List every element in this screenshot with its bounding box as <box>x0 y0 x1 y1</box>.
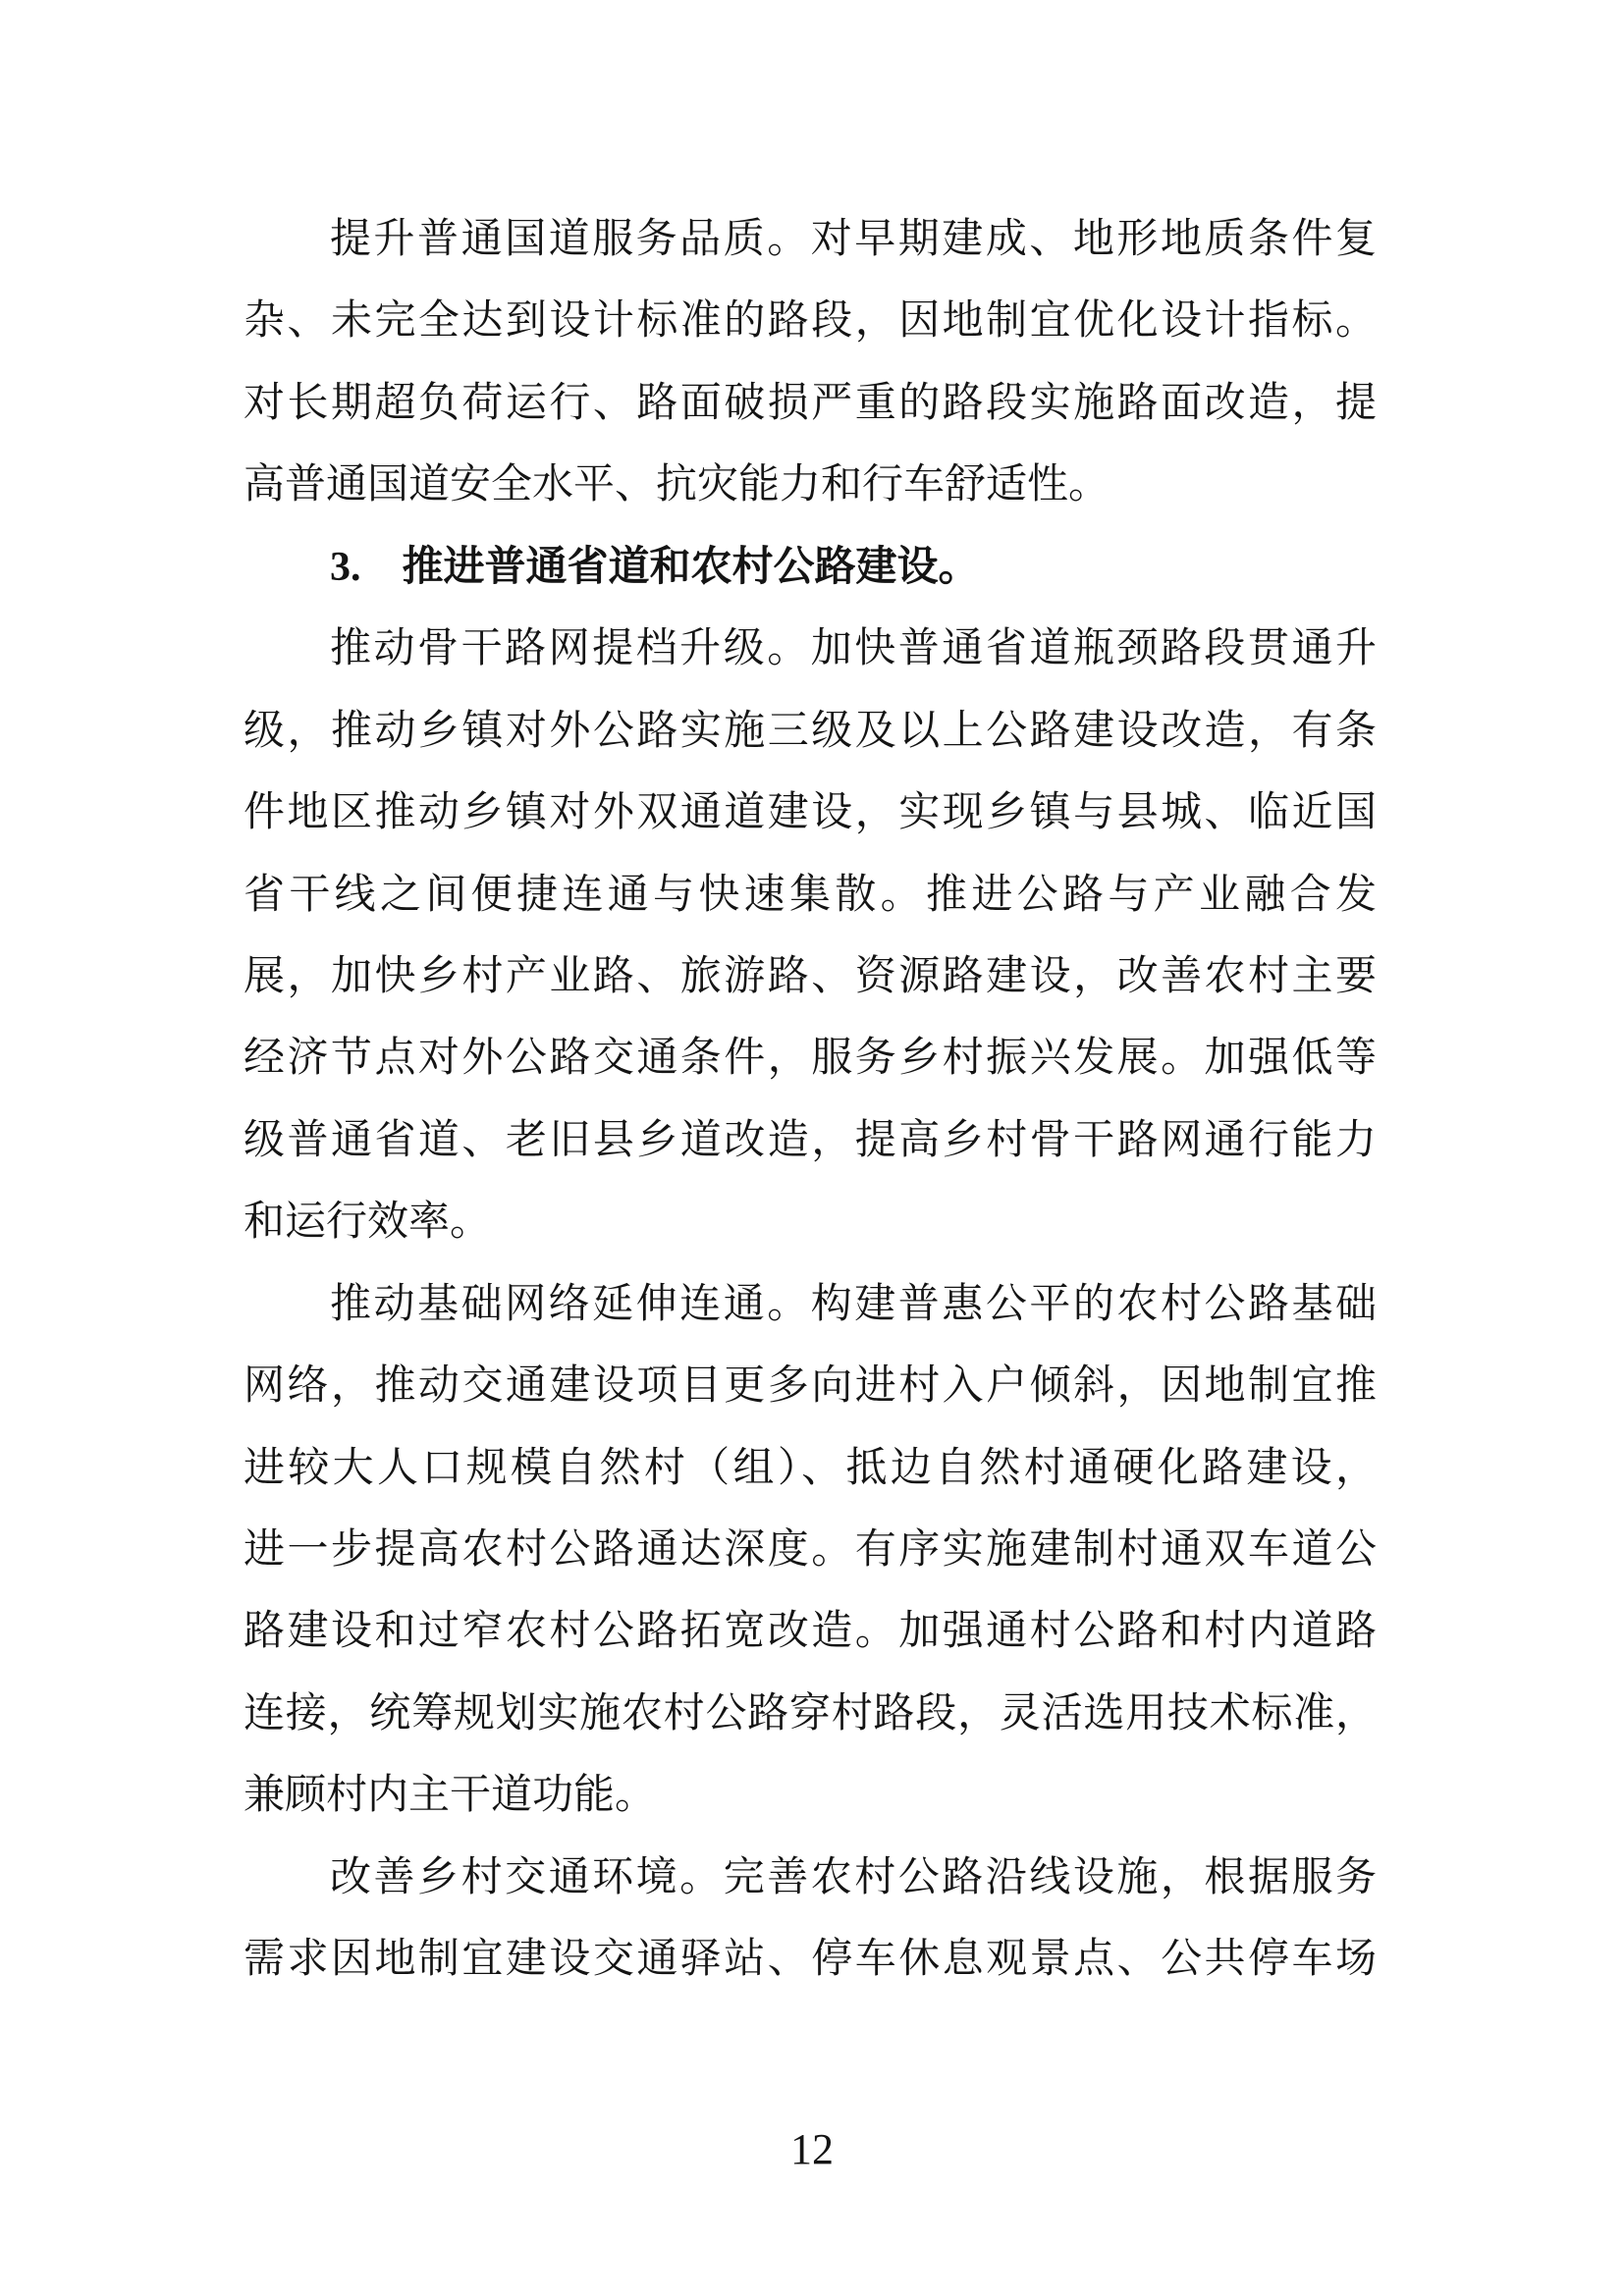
document-body <box>244 199 1377 2002</box>
section-heading-3: 3. 推进普通省道和农村公路建设。 <box>330 544 980 590</box>
text-line: 高普通国道安全水平、抗灾能力和行车舒适性。 <box>244 462 1110 508</box>
text-line: 省干线之间便捷连通与快速集散。推进公路与产业融合发 <box>244 872 1377 918</box>
text-line: 连接，统筹规划实施农村公路穿村路段，灵活选用技术标准， <box>244 1690 1377 1736</box>
text-line: 件地区推动乡镇对外双通道建设，实现乡镇与县城、临近国 <box>244 790 1377 836</box>
text-line: 改善乡村交通环境。完善农村公路沿线设施，根据服务 <box>330 1854 1377 1900</box>
text-line: 兼顾村内主干道功能。 <box>244 1773 657 1819</box>
text-line: 推动基础网络延伸连通。构建普惠公平的农村公路基础 <box>330 1281 1377 1327</box>
text-line: 级，推动乡镇对外公路实施三级及以上公路建设改造，有条 <box>244 708 1377 754</box>
page-number: 12 <box>790 2125 834 2173</box>
text-line: 提升普通国道服务品质。对早期建成、地形地质条件复 <box>330 217 1377 262</box>
text-line: 网络，推动交通建设项目更多向进村入户倾斜，因地制宜推 <box>244 1363 1377 1410</box>
text-line: 级普通省道、老旧县乡道改造，提高乡村骨干路网通行能力 <box>244 1117 1377 1163</box>
text-line: 和运行效率。 <box>244 1200 492 1246</box>
text-line: 对长期超负荷运行、路面破损严重的路段实施路面改造，提 <box>244 380 1377 426</box>
text-line: 推动骨干路网提档升级。加快普通省道瓶颈路段贯通升 <box>330 626 1377 672</box>
text-line: 进一步提高农村公路通达深度。有序实施建制村通双车道公 <box>244 1527 1377 1573</box>
text-line: 路建设和过窄农村公路拓宽改造。加强通村公路和村内道路 <box>244 1609 1377 1655</box>
text-line: 杂、未完全达到设计标准的路段，因地制宜优化设计指标。 <box>244 298 1377 345</box>
text-line: 需求因地制宜建设交通驿站、停车休息观景点、公共停车场 <box>244 1937 1377 1983</box>
text-line: 经济节点对外公路交通条件，服务乡村振兴发展。加强低等 <box>244 1036 1377 1082</box>
text-line: 展，加快乡村产业路、旅游路、资源路建设，改善农村主要 <box>244 953 1377 999</box>
text-line: 进较大人口规模自然村（组）、抵边自然村通硬化路建设， <box>244 1445 1377 1491</box>
